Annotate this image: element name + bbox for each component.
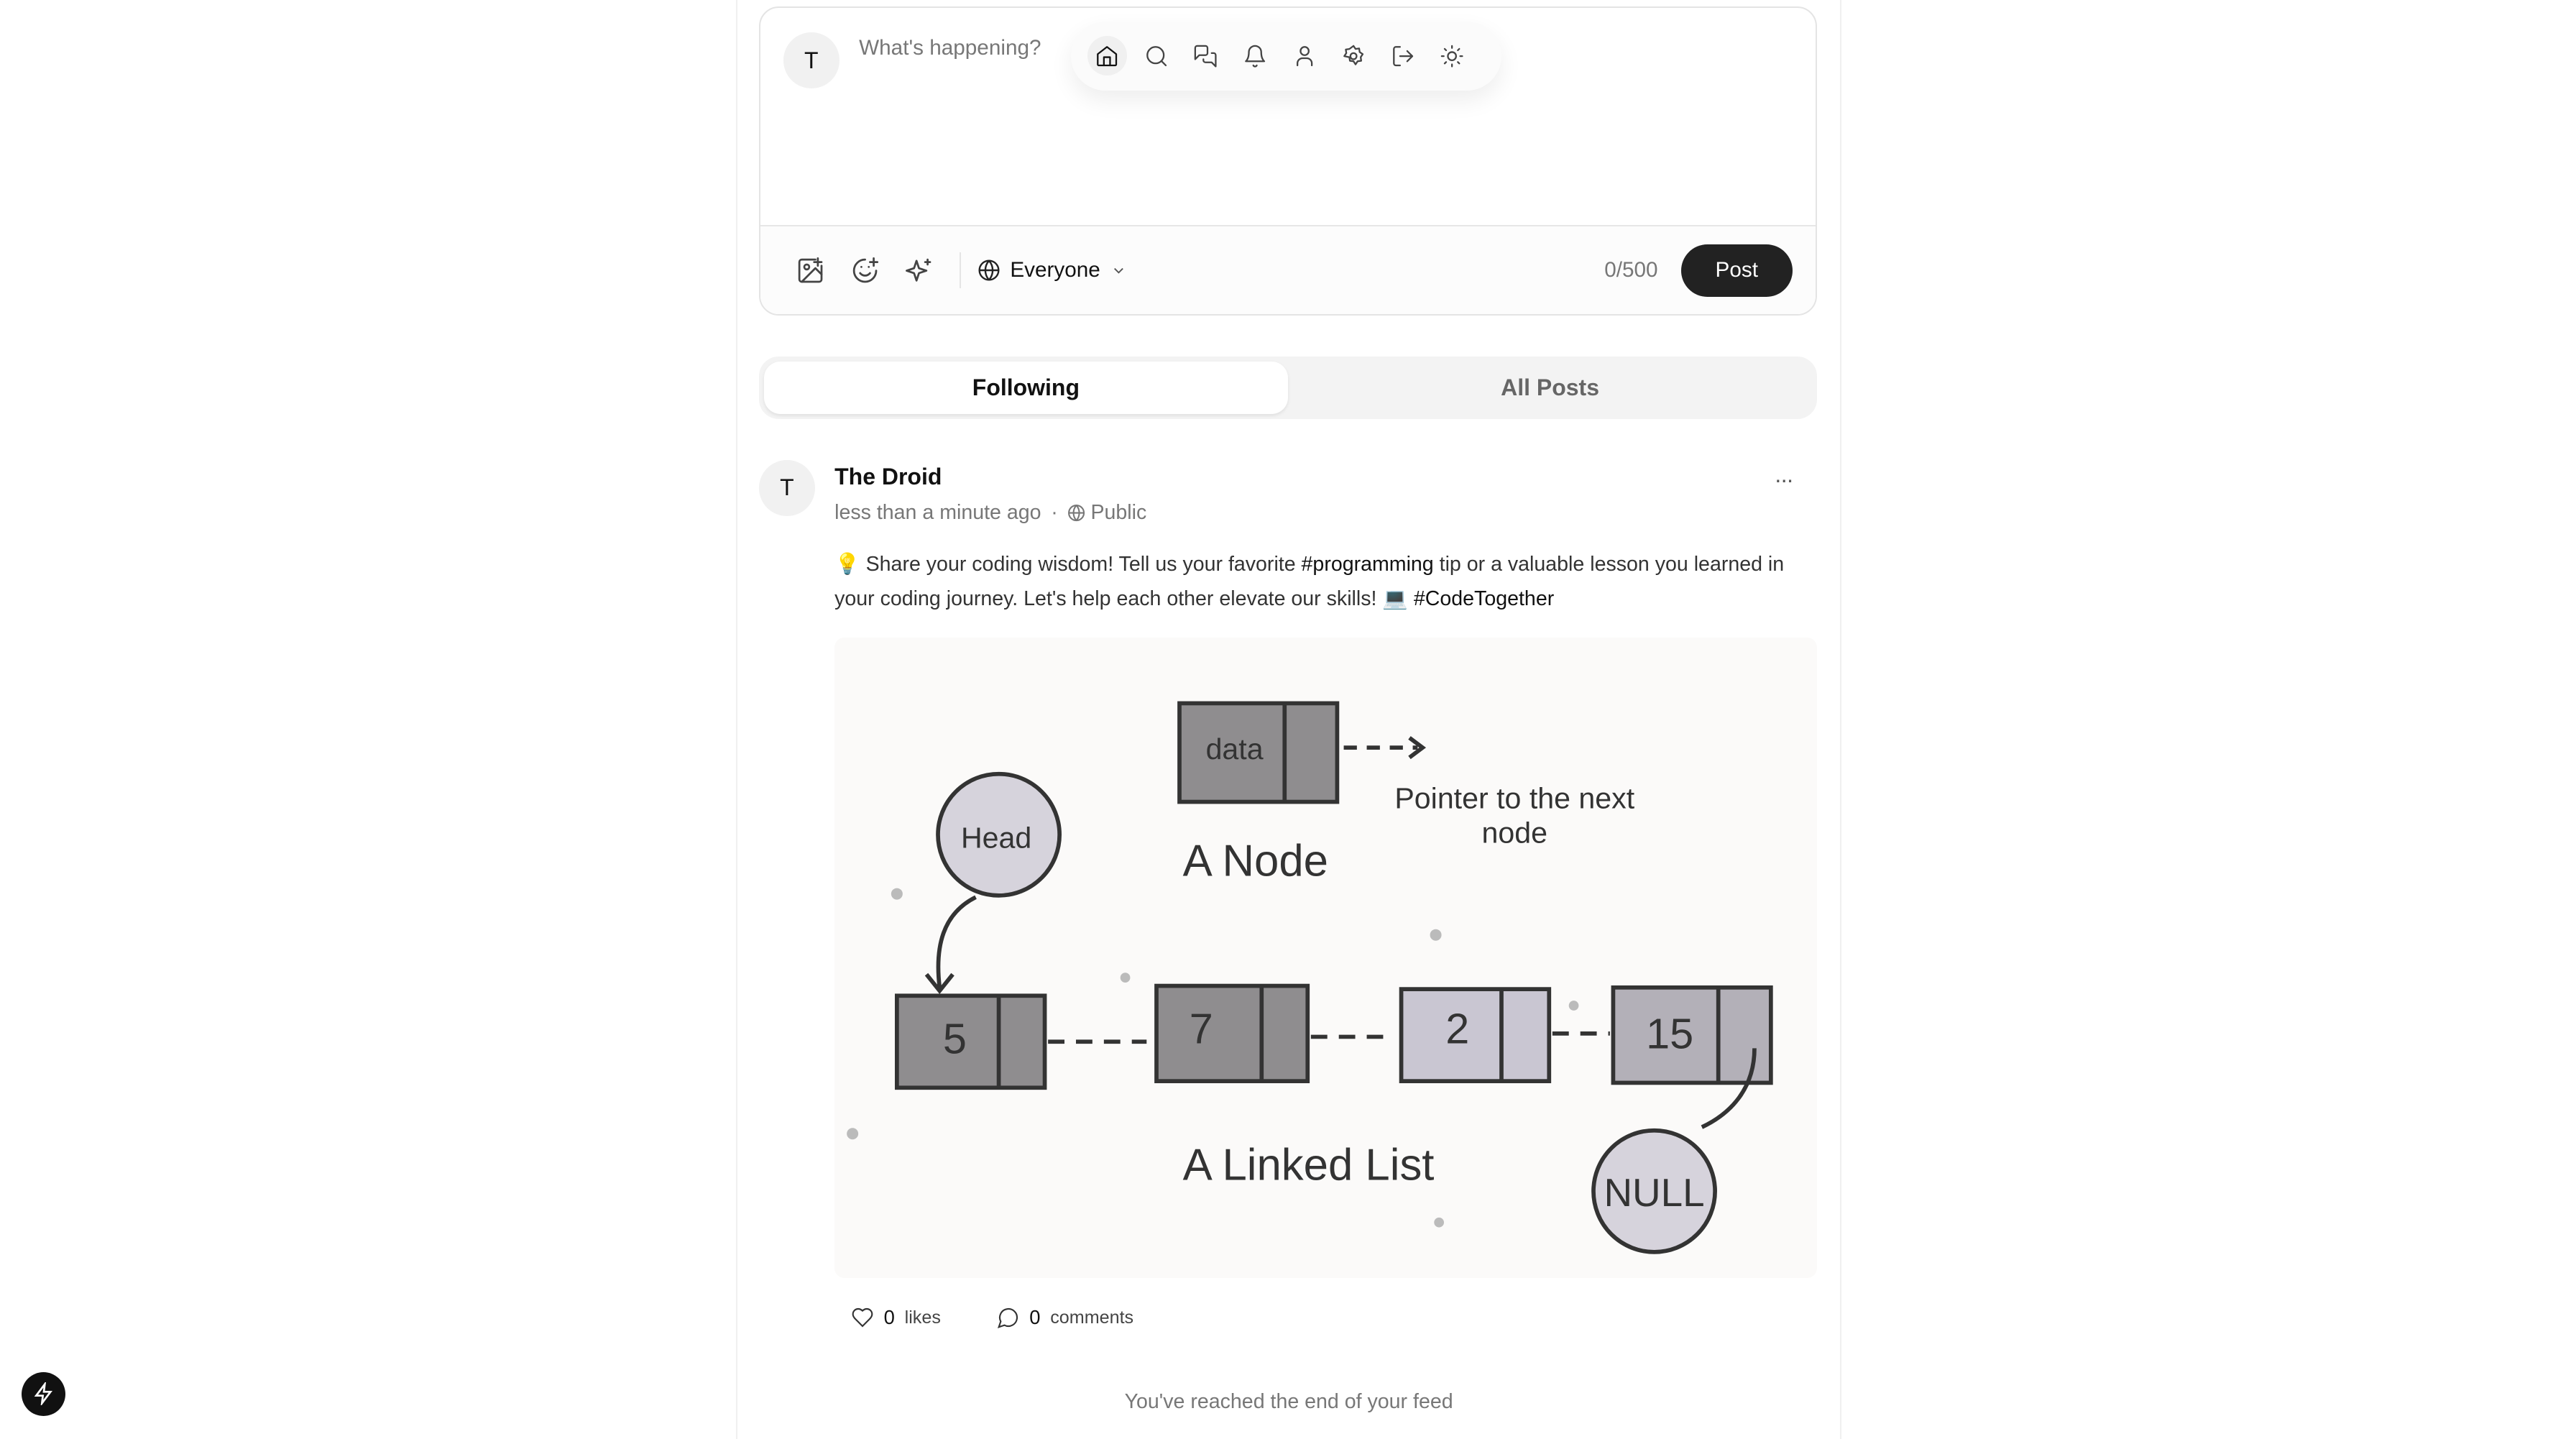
- hashtag-link[interactable]: #programming: [1301, 553, 1434, 576]
- tab-all-posts[interactable]: All Posts: [1501, 374, 1599, 400]
- hashtag-link[interactable]: #CodeTogether: [1413, 587, 1555, 611]
- heart-icon: [851, 1306, 874, 1329]
- meta-separator: ·: [1051, 501, 1058, 525]
- post-body: [834, 547, 1820, 616]
- feed-end-message: You've reached the end of your feed: [1124, 1389, 1453, 1413]
- image-text: 15: [1646, 1009, 1694, 1058]
- audience-label: Everyone: [1010, 258, 1100, 282]
- home-icon: [1095, 44, 1119, 68]
- nav-pill: [1071, 22, 1501, 91]
- like-count: 0: [883, 1306, 895, 1329]
- nav-notifications[interactable]: [1236, 36, 1275, 75]
- image-text: node: [1481, 816, 1548, 850]
- audience-select[interactable]: [978, 258, 1127, 282]
- smile-plus-icon: [850, 256, 880, 285]
- like-button[interactable]: [851, 1306, 941, 1329]
- likes-label: likes: [904, 1307, 941, 1328]
- post-visibility: Public: [1090, 501, 1147, 525]
- avatar-initial: T: [780, 474, 794, 501]
- post-text: tip or a valuable lesson you learned in your coding journey. Let's help each other elevate our skills! 💻: [834, 553, 1785, 611]
- globe-icon: [1067, 504, 1085, 522]
- nav-settings[interactable]: [1334, 36, 1374, 75]
- feed-tabs: [759, 357, 1817, 419]
- image-text: 7: [1189, 1004, 1213, 1053]
- sun-icon: [1440, 44, 1464, 68]
- nav-logout[interactable]: [1383, 36, 1422, 75]
- post-image[interactable]: [834, 638, 1817, 1278]
- add-image-button[interactable]: [783, 246, 837, 295]
- bell-icon: [1243, 44, 1267, 68]
- ai-sparkle-button[interactable]: [892, 246, 946, 295]
- avatar-initial: T: [804, 47, 819, 73]
- image-text: Head: [961, 821, 1032, 855]
- nav-messages[interactable]: [1186, 36, 1225, 75]
- post-avatar[interactable]: [759, 460, 815, 516]
- post-time: less than a minute ago: [834, 501, 1041, 525]
- image-text: 2: [1445, 1004, 1470, 1053]
- add-emoji-button[interactable]: [837, 246, 891, 295]
- comment-icon: [997, 1306, 1020, 1329]
- theme-toggle[interactable]: [1432, 36, 1472, 75]
- messages-icon: [1193, 44, 1218, 68]
- compose-input[interactable]: What's happening?: [859, 35, 1041, 60]
- user-icon: [1292, 44, 1317, 68]
- search-icon: [1144, 44, 1169, 68]
- gear-icon: [1341, 44, 1366, 68]
- tab-following[interactable]: Following: [764, 362, 1288, 414]
- image-text: A Node: [1182, 836, 1329, 886]
- comment-button[interactable]: [997, 1306, 1134, 1329]
- avatar: [783, 32, 840, 88]
- dev-tools-button[interactable]: [22, 1372, 66, 1417]
- post-author[interactable]: The Droid: [834, 463, 942, 489]
- image-plus-icon: [796, 256, 825, 285]
- chevron-down-icon: [1110, 262, 1127, 279]
- nav-search[interactable]: [1137, 36, 1177, 75]
- post-button[interactable]: Post: [1681, 244, 1793, 297]
- image-text: A Linked List: [1182, 1140, 1435, 1190]
- post-meta: [834, 501, 1146, 525]
- image-text: Pointer to the next: [1394, 781, 1635, 815]
- image-text: NULL: [1604, 1169, 1705, 1215]
- composer-toolbar: [760, 225, 1816, 313]
- globe-icon: [978, 259, 1000, 282]
- logout-icon: [1391, 44, 1415, 68]
- more-options-button[interactable]: ···: [1774, 466, 1793, 493]
- post-actions: [851, 1306, 1133, 1329]
- divider: [960, 252, 961, 288]
- post-text: 💡 Share your coding wisdom! Tell us your favorite: [834, 553, 1302, 576]
- comment-count: 0: [1029, 1306, 1041, 1329]
- comments-label: comments: [1050, 1307, 1134, 1328]
- nav-profile[interactable]: [1284, 36, 1324, 75]
- sparkles-icon: [904, 256, 934, 285]
- image-text: data: [1205, 732, 1264, 766]
- char-count: 0/500: [1604, 258, 1658, 282]
- lightning-icon: [32, 1382, 55, 1405]
- nav-home[interactable]: [1087, 36, 1127, 75]
- image-text: 5: [942, 1014, 967, 1063]
